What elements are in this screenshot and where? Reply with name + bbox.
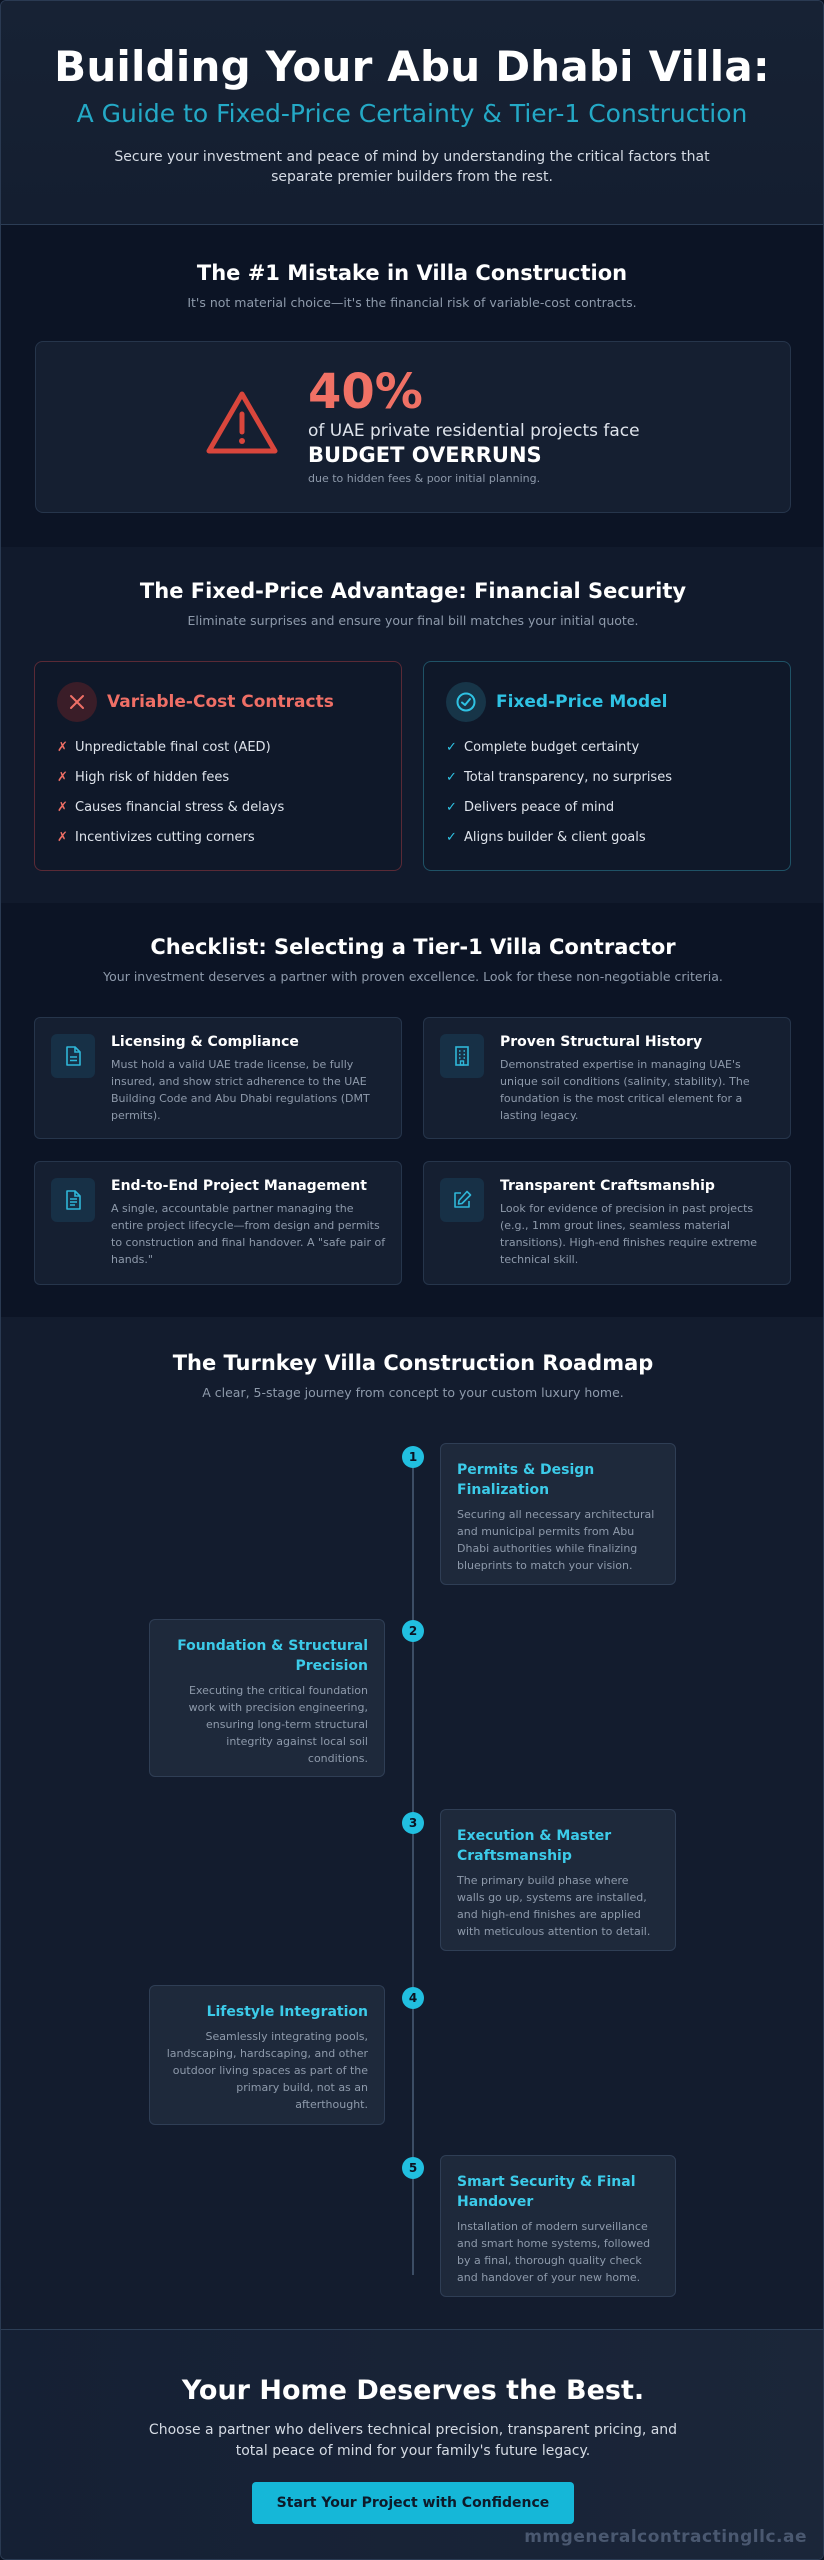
checklist-item-title: Proven Structural History [500, 1034, 703, 1050]
step-title: Foundation & Structural Precision [177, 1638, 368, 1674]
hero-intro: Secure your investment and peace of mind by understanding the critical factors that separate premier builders from the rest. [114, 149, 710, 185]
checklist-item-title: Transparent Craftsmanship [500, 1178, 715, 1194]
roadmap-section [1, 1317, 824, 2329]
hero-header [1, 1, 823, 225]
checklist-item-title: End-to-End Project Management [111, 1178, 367, 1194]
website-watermark: mmgeneralcontractingllc.ae [524, 2527, 807, 2547]
cross-mark-icon: ✗ [57, 740, 68, 755]
start-project-button[interactable]: Start Your Project with Confidence [252, 2482, 574, 2524]
edit-icon [440, 1178, 484, 1222]
advantage-section [1, 547, 824, 903]
cta-text: Choose a partner who delivers technical precision, transparent pricing, and total peace of mind for your family's future legacy. [148, 2422, 678, 2459]
checklist-item-title: Licensing & Compliance [111, 1034, 299, 1050]
fixed-price-list [446, 738, 672, 858]
step-desc: Installation of modern surveillance and smart home systems, followed by a final, thorough quality check and handover of your new home. [457, 2220, 651, 2284]
list-item: ✗ Causes financial stress & delays [57, 798, 284, 828]
timeline-node: 4 [402, 1987, 424, 2009]
timeline-node: 2 [402, 1620, 424, 1642]
checklist-card-project-management [34, 1161, 402, 1285]
warning-icon [204, 388, 280, 458]
step-title: Permits & Design Finalization [457, 1462, 595, 1498]
checklist-card-craftsmanship [423, 1161, 791, 1285]
stat-card [35, 341, 791, 513]
fixed-price-title: Fixed-Price Model [496, 692, 668, 712]
cta-title: Your Home Deserves the Best. [181, 2375, 645, 2406]
timeline-axis [412, 1453, 414, 2275]
variable-cost-title: Variable-Cost Contracts [107, 692, 334, 712]
cross-mark-icon: ✗ [57, 770, 68, 785]
file-text-icon [51, 1178, 95, 1222]
checklist-subtitle: Your investment deserves a partner with proven excellence. Look for these non-negotiable criteria. [103, 969, 723, 984]
stat-bold: BUDGET OVERRUNS [308, 443, 542, 467]
page-subtitle: A Guide to Fixed-Price Certainty & Tier-1 Construction [76, 99, 748, 128]
cta-section [1, 2329, 824, 2560]
list-item: ✓ Complete budget certainty [446, 738, 672, 768]
step-desc: Executing the critical foundation work with precision engineering, ensuring long-term structural integrity against local soil conditions. [188, 1684, 368, 1765]
checklist-item-desc: A single, accountable partner managing the entire project lifecycle—from design and permits to construction and final handover. A "safe pair of hands." [111, 1202, 386, 1266]
list-item: ✓ Aligns builder & client goals [446, 828, 672, 858]
roadmap-subtitle: A clear, 5-stage journey from concept to your custom luxury home. [202, 1385, 624, 1400]
checklist-item-desc: Must hold a valid UAE trade license, be fully insured, and show strict adherence to the UAE Building Code and Abu Dhabi regulations (DMT permits). [111, 1058, 370, 1122]
step-title: Lifestyle Integration [206, 2004, 368, 2020]
checklist-item-desc: Demonstrated expertise in managing UAE's unique soil conditions (salinity, stability). The foundation is the most critical element for a lasting legacy. [500, 1058, 750, 1122]
check-mark-icon: ✓ [446, 830, 457, 845]
checklist-section [1, 903, 824, 1317]
step-title: Smart Security & Final Handover [457, 2174, 636, 2210]
advantage-subtitle: Eliminate surprises and ensure your final bill matches your initial quote. [187, 613, 639, 628]
stat-note: due to hidden fees & poor initial planning. [308, 472, 541, 485]
check-mark-icon: ✓ [446, 740, 457, 755]
step-desc: Securing all necessary architectural and municipal permits from Abu Dhabi authorities while finalizing blueprints to match your vision. [457, 1508, 655, 1572]
list-item: ✗ High risk of hidden fees [57, 768, 284, 798]
roadmap-step [440, 1809, 676, 1951]
checklist-item-desc: Look for evidence of precision in past projects (e.g., 1mm grout lines, seamless material transitions). High-end finishes require extreme technical skill. [500, 1202, 758, 1266]
timeline-node: 1 [402, 1446, 424, 1468]
check-circle-icon [446, 682, 486, 722]
check-mark-icon: ✓ [446, 800, 457, 815]
check-mark-icon: ✓ [446, 770, 457, 785]
checklist-card-licensing [34, 1017, 402, 1139]
roadmap-step [440, 2155, 676, 2297]
mistake-title: The #1 Mistake in Villa Construction [196, 261, 628, 285]
stat-line: of UAE private residential projects face [308, 421, 640, 441]
variable-cost-card [34, 661, 402, 871]
list-item: ✓ Total transparency, no surprises [446, 768, 672, 798]
roadmap-step [440, 1443, 676, 1585]
document-icon [51, 1034, 95, 1078]
checklist-card-structural [423, 1017, 791, 1139]
advantage-title: The Fixed-Price Advantage: Financial Security [139, 579, 687, 603]
variable-cost-list [57, 738, 284, 858]
list-item: ✗ Unpredictable final cost (AED) [57, 738, 284, 768]
step-desc: Seamlessly integrating pools, landscaping, hardscaping, and other outdoor living spaces as part of the primary build, not as an afterthought. [166, 2030, 368, 2111]
cross-mark-icon: ✗ [57, 800, 68, 815]
step-desc: The primary build phase where walls go up, systems are installed, and high-end finishes are applied with meticulous attention to detail. [457, 1874, 651, 1938]
roadmap-step [149, 1985, 385, 2125]
x-icon [57, 682, 97, 722]
page-title: Building Your Abu Dhabi Villa: [54, 42, 770, 91]
step-title: Execution & Master Craftsmanship [457, 1828, 612, 1864]
timeline-node: 3 [402, 1812, 424, 1834]
cross-mark-icon: ✗ [57, 830, 68, 845]
timeline-node: 5 [402, 2157, 424, 2179]
list-item: ✗ Incentivizes cutting corners [57, 828, 284, 858]
stat-percentage: 40% [308, 364, 423, 420]
mistake-subtitle: It's not material choice—it's the financial risk of variable-cost contracts. [187, 295, 637, 310]
roadmap-step [149, 1619, 385, 1777]
building-icon [440, 1034, 484, 1078]
checklist-title: Checklist: Selecting a Tier-1 Villa Contractor [150, 935, 676, 959]
fixed-price-card [423, 661, 791, 871]
roadmap-title: The Turnkey Villa Construction Roadmap [172, 1351, 654, 1375]
list-item: ✓ Delivers peace of mind [446, 798, 672, 828]
